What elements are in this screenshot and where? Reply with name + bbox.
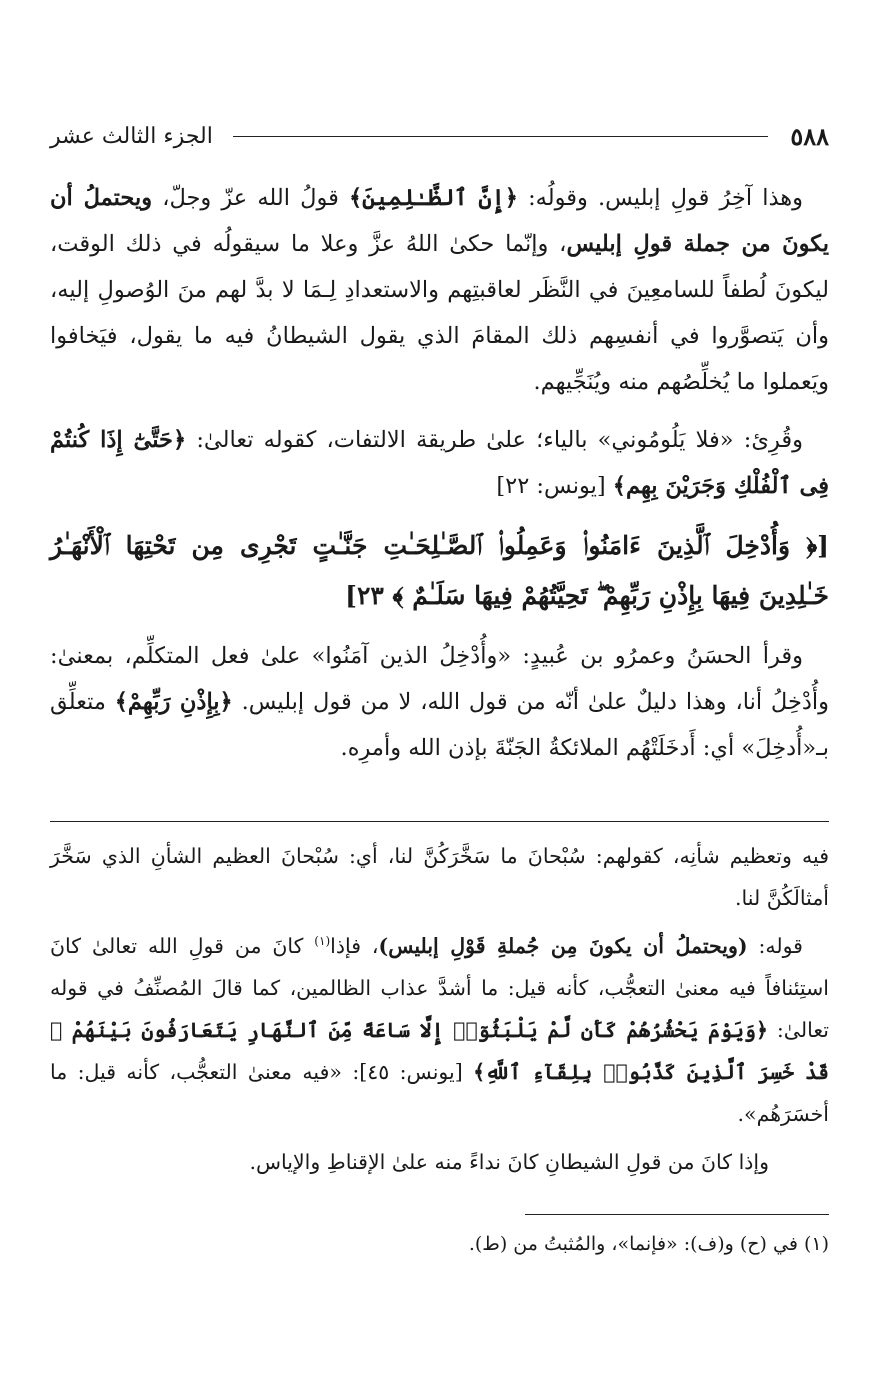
footnote-marker[interactable]: (١) <box>314 934 331 949</box>
text-segment: ، فإذا <box>330 934 379 958</box>
quran-quote: ﴿وَيَوْمَ يَحْشُرُهُمْ كَأَن لَّمْ يَلْبَثُوٓا۟ إِلَّا سَاعَةً مِّنَ ٱلنَّهَارِ يَتَعَارَفُونَ بَيْنَهُمْ ۚ قَدْ خَسِرَ ٱلَّذِينَ كَذَّبُوا۟ بِلِقَآءِ ٱللَّهِ﴾ <box>50 1018 830 1084</box>
bold-phrase: (ويحتملُ أن يكونَ مِن جُملةِ قَوْلِ إبليس) <box>378 934 748 958</box>
page-header <box>50 118 829 154</box>
text-segment: وقرأ الحسَنُ وعمرُو بن عُبيدٍ: «وأُدْخِلُ الذين آمَنُوا» علىٰ فعل المتكلِّم، بمعنىٰ: وأُدْخِلُ أنا، وهذا دليلٌ علىٰ أنّه من قول الله، لا من قول إبليس. <box>50 643 829 715</box>
footnote-rule <box>525 1214 829 1215</box>
text-segment: وقُرِئ: «فلا يَلُومُوني» بالياء؛ علىٰ طريقة الالتفات، كقوله تعالىٰ: <box>186 427 803 453</box>
footnote: (١) في (ح) و(ف): «فإنما»، والمُثبتُ من (ط). <box>468 1233 829 1255</box>
page-number: ٥٨٨ <box>790 121 829 151</box>
commentary-paragraph-1: فيه وتعظيم شأنِه، كقولهم: سُبْحانَ ما سَخَّرَكُنَّ لنا، أي: سُبْحانَ العظيم الشأنِ الذي سَخَّرَ أمثالَكُنَّ لنا. <box>50 844 829 910</box>
text-segment: كانَ من قولِ الله تعالىٰ كانَ استِئنافاً فيه معنىٰ التعجُّب، كأنه قيل: ما أشدَّ عذاب الظالمين، كما قالَ المُصنِّفُ في قوله تعالىٰ: <box>50 934 829 1042</box>
book-page <box>50 0 829 1400</box>
quran-quote: ﴿حَتَّىٰٓ إِذَا كُنتُمْ فِى ٱلْفُلْكِ وَجَرَيْنَ بِهِم﴾ <box>50 427 829 499</box>
paragraph-2 <box>50 417 829 509</box>
paragraph-1 <box>50 175 829 405</box>
main-text <box>50 175 829 783</box>
text-segment: [يونس: ٤٥]: «فيه معنىٰ التعجُّب، كأنه قيل: ما أخسَرَهُم». <box>50 1060 829 1126</box>
text-segment: قولُ الله عزّ وجلّ، <box>152 185 349 211</box>
commentary-paragraph-2 <box>50 925 829 1135</box>
text-segment: متعلِّق بـ«أُدخِلَ» أي: أَدخَلَتْهُم الملائكةُ الجَنّةَ بإذن الله وأمرِه. <box>50 689 829 761</box>
bold-phrase: ويحتملُ أن يكونَ من جملة قولِ إبليس <box>50 185 829 257</box>
quran-quote: ﴿بِإِذْنِ رَبِّهِمْ﴾ <box>114 689 233 715</box>
verse-23: [﴿ وَأُدْخِلَ ٱلَّذِينَ ءَامَنُوا۟ وَعَمِلُوا۟ ٱلصَّـٰلِحَـٰتِ جَنَّـٰتٍ تَجْرِى مِن تَحْتِهَا ٱلْأَنْهَـٰرُ خَـٰلِدِينَ فِيهَا بِإِذْنِ رَبِّهِمْ ۖ تَحِيَّتُهُمْ فِيهَا سَلَـٰمٌ ﴾ ٢٣] <box>50 531 829 610</box>
commentary-paragraph-3: وإذا كانَ من قولِ الشيطانِ كانَ نداءً منه علىٰ الإقناطِ والإياس. <box>249 1150 769 1174</box>
text-segment: ، وإنّما حكىٰ اللهُ عزَّ وعلا ما سيقولُه في ذلك الوقت، ليكونَ لُطفاً للسامعِينَ في النَّظَر لعاقبتِهم والاستعدادِ لِـمَا لا بدَّ لهم منَ الوُصولِ إليه، وأن يَتصوَّروا في أنفسِهم ذلك المقامَ الذي يقول الشيطانُ فيه ما يقول، فيَخافوا ويَعملوا ما يُخلِّصُهم منه ويُنَجِّيهم. <box>50 231 829 395</box>
running-title: الجزء الثالث عشر <box>50 123 213 149</box>
commentary-text <box>50 835 829 1189</box>
text-segment: قوله: <box>747 934 803 958</box>
header-rule <box>233 136 768 137</box>
commentary-separator <box>50 821 829 822</box>
verse-reference: [يونس: ٢٢] <box>496 473 613 499</box>
quran-quote: ﴿إِنَّ ٱلظَّـٰلِمِينَ﴾ <box>348 185 518 211</box>
text-segment: وهذا آخِرُ قولِ إبليس. وقولُه: <box>517 185 803 211</box>
paragraph-3 <box>50 633 829 771</box>
